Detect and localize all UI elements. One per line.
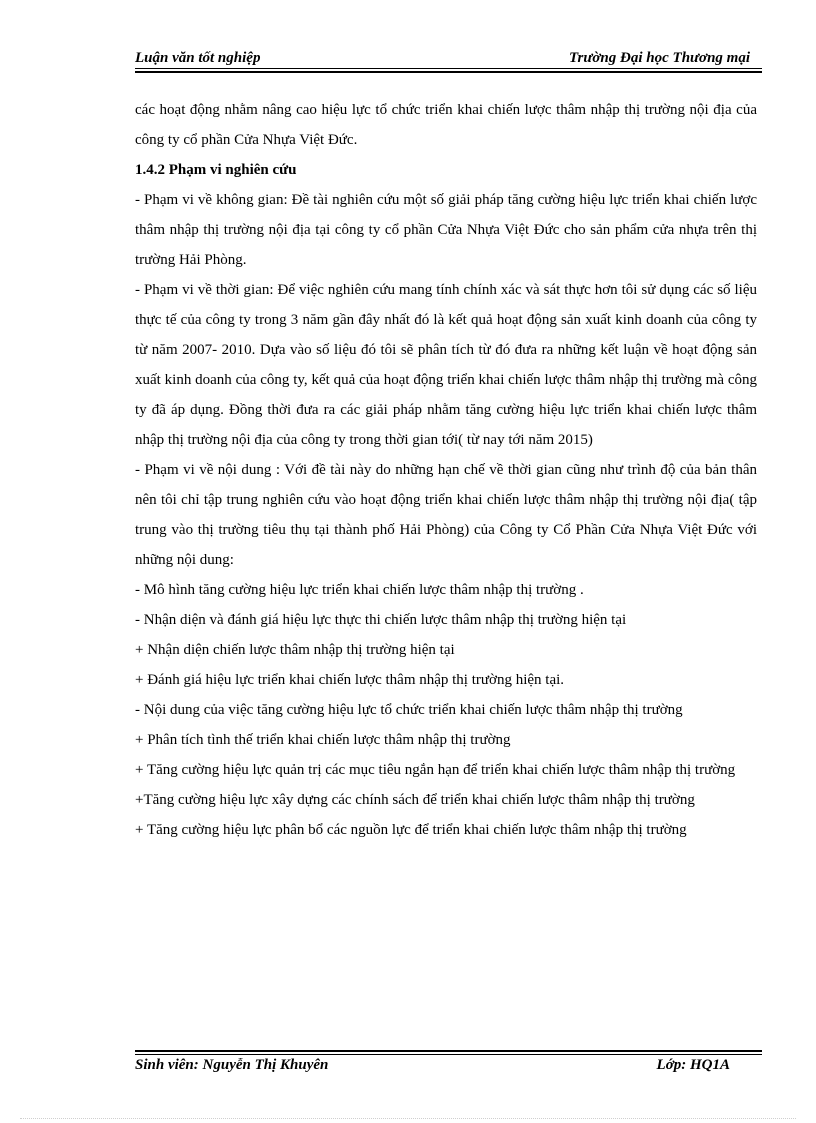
body-paragraph: - Phạm vi về nội dung : Với đề tài này do những hạn chế về thời gian cũng như trình độ của bản thân nên tôi chỉ tập trung nghiên cứu vào hoạt động triển khai chiến lược thâm nhập thị trường nội địa( tập trung vào thị trường tiêu thụ tại thành phố Hải Phòng) của Công ty Cổ Phần Cửa Nhựa Việt Đức với những nội dung: (135, 462, 757, 568)
list-item: + Tăng cường hiệu lực phân bổ các nguồn lực để triển khai chiến lược thâm nhập thị trường (135, 822, 687, 838)
header-thesis-label: Luận văn tốt nghiệp (135, 50, 261, 66)
list-item: + Phân tích tình thế triển khai chiến lược thâm nhập thị trường (135, 732, 511, 748)
page-footer (135, 1050, 762, 1076)
list-item: - Mô hình tăng cường hiệu lực triển khai chiến lược thâm nhập thị trường . (135, 582, 584, 598)
footer-rule-thin (135, 1054, 762, 1055)
footer-class-label: Lớp: HQ1A (656, 1057, 730, 1073)
list-item: + Tăng cường hiệu lực quản trị các mục tiêu ngắn hạn để triển khai chiến lược thâm nhập thị trường (135, 762, 736, 778)
body-paragraph: các hoạt động nhằm nâng cao hiệu lực tổ chức triển khai chiến lược thâm nhập thị trường nội địa của công ty cổ phần Cửa Nhựa Việt Đức. (135, 102, 757, 148)
list-item: - Nhận diện và đánh giá hiệu lực thực thi chiến lược thâm nhập thị trường hiện tại (135, 612, 627, 628)
list-item: +Tăng cường hiệu lực xây dựng các chính sách để triển khai chiến lược thâm nhập thị trường (135, 792, 695, 808)
header-rule-thin (135, 68, 762, 69)
list-item: - Nội dung của việc tăng cường hiệu lực tổ chức triển khai chiến lược thâm nhập thị trường (135, 702, 683, 718)
document-body (135, 95, 757, 845)
footer-student-label: Sinh viên: Nguyễn Thị Khuyên (135, 1057, 329, 1073)
footer-rule-thick (135, 1050, 762, 1052)
header-rule-thick (135, 71, 762, 73)
body-paragraph: - Phạm vi về không gian: Đề tài nghiên cứu một số giải pháp tăng cường hiệu lực triển khai chiến lược thâm nhập thị trường nội địa tại công ty cổ phần Cửa Nhựa Việt Đức cho sản phẩm cửa nhựa trên thị trường Hải Phòng. (135, 192, 757, 268)
list-item: + Nhận diện chiến lược thâm nhập thị trường hiện tại (135, 642, 455, 658)
body-paragraph: - Phạm vi về thời gian: Để việc nghiên cứu mang tính chính xác và sát thực hơn tôi sử dụng các số liệu thực tế của công ty trong 3 năm gần đây nhất đó là kết quả hoạt động sản xuất kinh doanh của công ty từ năm 2007- 2010. Dựa vào số liệu đó tôi sẽ phân tích từ đó đưa ra những kết luận về hoạt động sản xuất kinh doanh của công ty, kết quả của hoạt động triển khai chiến lược thâm nhập thị trường mà công ty đã áp dụng. Đồng thời đưa ra các giải pháp nhằm tăng cường hiệu lực triển khai chiến lược thâm nhập thị trường nội địa của công ty trong thời gian tới( từ nay tới năm 2015) (135, 282, 757, 448)
list-item: + Đánh giá hiệu lực triển khai chiến lược thâm nhập thị trường hiện tại. (135, 672, 565, 688)
page-header (135, 47, 762, 73)
page-bottom-edge (20, 1118, 796, 1119)
section-heading: 1.4.2 Phạm vi nghiên cứu (135, 162, 297, 178)
header-university-label: Trường Đại học Thương mại (568, 50, 750, 66)
